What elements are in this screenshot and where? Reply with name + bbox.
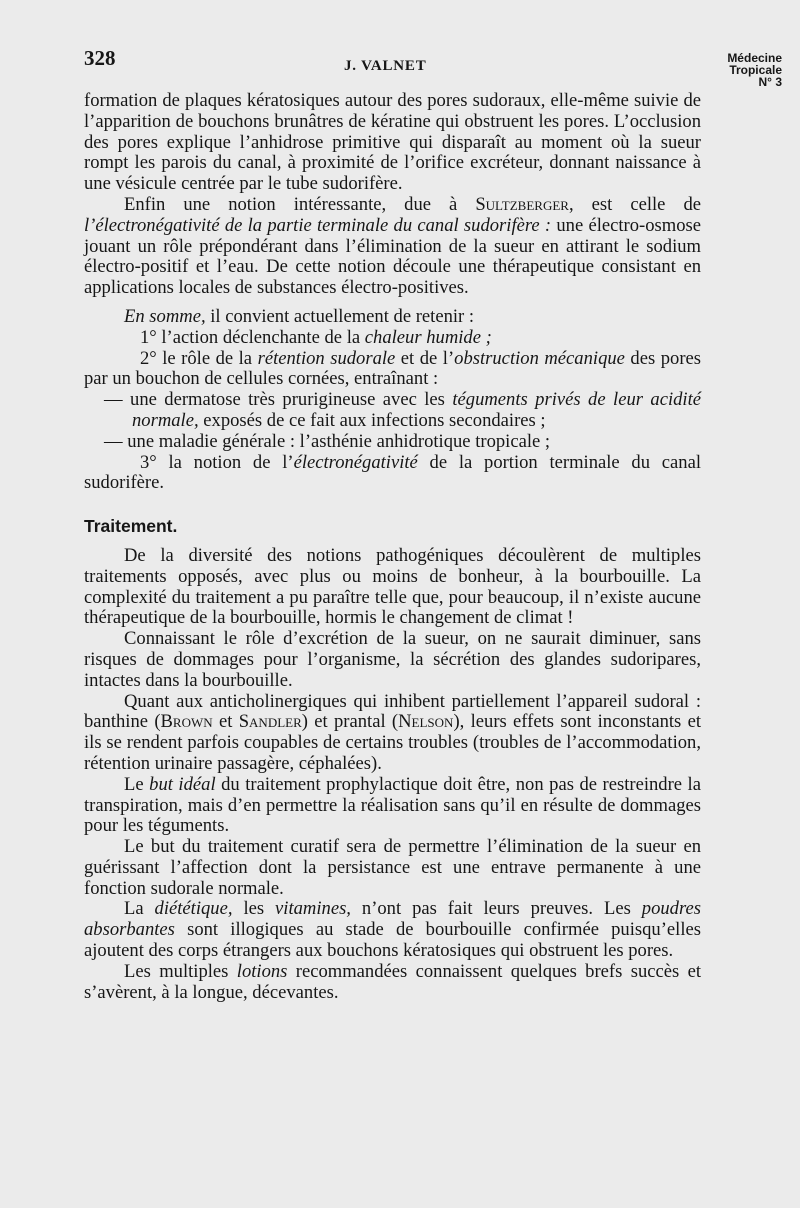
paragraph-treatment-3: Quant aux anticholinergiques qui inhibent partiellement l’appareil sudoral : banthine (Brown et Sandler) et prantal (Nelson), leurs effets sont inconstants et ils se rendent parfois coupables de certains troubles (troubles de l’accommodation, rétention urinaire passagère, céphalées). — [84, 690, 702, 774]
dash-item-asthenie: — une maladie générale : l’asthénie anhidrotique tropicale ; — [104, 430, 551, 452]
author-name: Nelson — [398, 711, 454, 733]
running-head-author: J. VALNET — [344, 58, 427, 74]
paragraph-treatment-6: La diététique, les vitamines, n’ont pas fait leurs preuves. Les poudres absorbantes sont illogiques au stade de bourbouille confirmée puisqu’elles ajoutent des corps étrangers aux bouchons kératosiques qui obstruent les pores. — [84, 898, 702, 962]
section-heading: Traitement. — [84, 516, 178, 537]
paragraph-treatment-4: Le but idéal du traitement prophylactique doit être, non pas de restreindre la transpiration, mais d’en permettre la réalisation sans qu’il en résulte de dommages pour les téguments. — [84, 773, 701, 837]
paragraph-treatment-7: Les multiples lotions recommandées connaissent quelques brefs succès et s’avèrent, à la longue, décevantes. — [84, 960, 702, 1003]
list-item-3: 3° la notion de l’électronégativité de la portion terminale du canal sudorifère. — [84, 451, 701, 494]
paragraph-continued: formation de plaques kératosiques autour des pores sudoraux, elle-même suivie de l’apparition de bouchons brunâtres de kératine qui obstruent les pores. L’occlusion des pores explique l’anhidrose primitive qui disparaît au moment où la sueur rompt les parois du canal, à proximité de l’orifice excréteur, donnant naissance à une vésicule centrée par le tube sudorifère. — [84, 90, 701, 195]
page-number: 328 — [84, 46, 116, 70]
paragraph-electronegativity: Enfin une notion intéressante, due à Sultzberger, est celle de l’électronégativité de la partie terminale du canal sudorifère : une électro-osmose jouant un rôle prépondérant dans l’élimination de la sueur en attirant le sodium électro-positif et l’eau. De cette notion découle une thérapeutique consistant en applications locales de substances électro-positives. — [84, 193, 701, 299]
paragraph-summary: En somme, il convient actuellement de retenir : — [124, 305, 475, 327]
paragraph-treatment-5: Le but du traitement curatif sera de permettre l’élimination de la sueur en guérissant l’affection dont la persistance est une entrave permanente à une fonction sudorale normale. — [84, 836, 701, 899]
dash-item-dermatose: — une dermatose très prurigineuse avec les téguments privés de leur acidité normale, exposés de ce fait aux infections secondaires ; — [104, 389, 702, 431]
paragraph-treatment-1: De la diversité des notions pathogéniques découlèrent de multiples traitements opposés, avec plus ou moins de bonheur, à la bourbouille. La complexité du traitement a pu paraître telle que, pour beaucoup, il n’existe aucune thérapeutique de la bourbouille, hormis le changement de climat ! — [84, 544, 701, 629]
paragraph-treatment-2: Connaissant le rôle d’excrétion de la sueur, on ne saurait diminuer, sans risques de dommages pour l’organisme, la sécrétion des glandes sudoripares, intactes dans la bourbouille. — [84, 628, 701, 691]
journal-line-1: Médecine — [727, 51, 782, 65]
author-name: Sultzberger — [475, 193, 569, 215]
article-body — [84, 91, 701, 1003]
author-name: Sandler — [238, 711, 302, 733]
list-item-1: 1° l’action déclenchante de la chaleur humide ; — [140, 326, 492, 348]
journal-reference — [727, 52, 782, 88]
journal-line-2: Tropicale — [729, 63, 782, 77]
author-name: Brown — [160, 711, 213, 733]
list-item-2: 2° le rôle de la rétention sudorale et de l’obstruction mécanique des pores par un bouchon de cellules cornées, entraînant : — [84, 347, 701, 390]
journal-line-3: N° 3 — [758, 75, 782, 89]
